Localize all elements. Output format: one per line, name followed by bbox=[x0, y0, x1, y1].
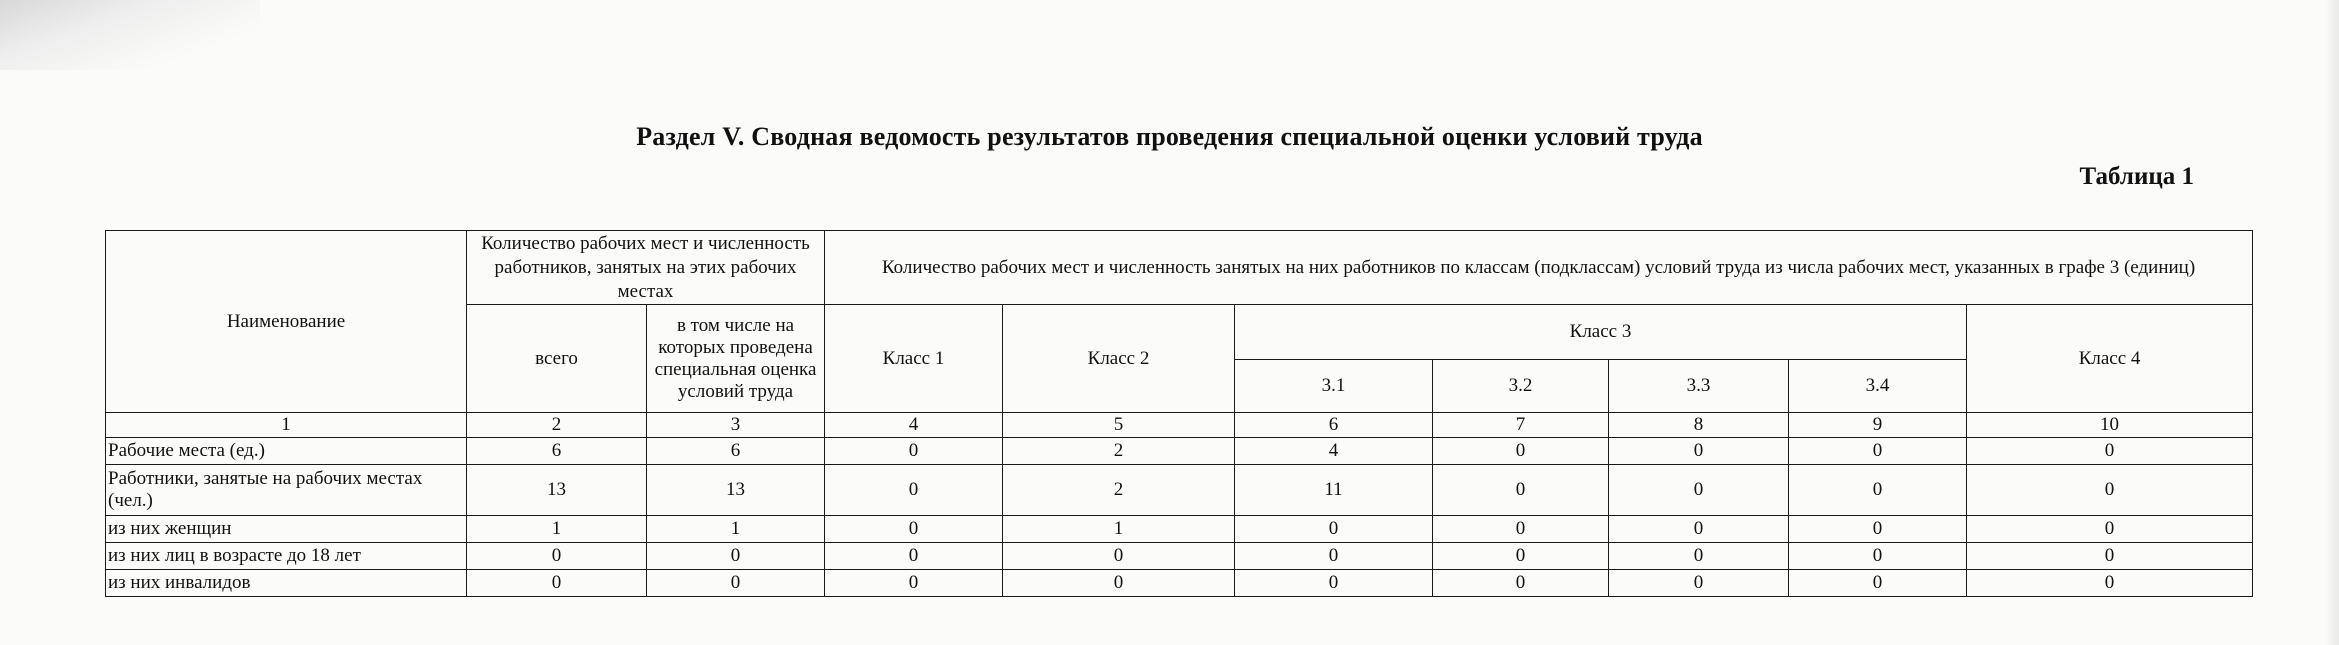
header-assessed: в том числе на которых проведена специальная оценка условий труда bbox=[647, 305, 825, 413]
header-workplaces-group: Количество рабочих мест и численность работников, занятых на этих рабочих местах bbox=[467, 231, 825, 305]
column-number: 4 bbox=[825, 413, 1003, 438]
table-cell: 2 bbox=[1003, 465, 1235, 516]
column-number: 7 bbox=[1433, 413, 1609, 438]
table-cell: 0 bbox=[467, 543, 647, 570]
table-cell: 0 bbox=[1789, 543, 1967, 570]
header-row-1 bbox=[106, 231, 2253, 305]
table-cell: 0 bbox=[825, 570, 1003, 597]
header-class-4: Класс 4 bbox=[1967, 305, 2253, 413]
header-subclass-3-4: 3.4 bbox=[1789, 360, 1967, 413]
column-number-row bbox=[106, 413, 2253, 438]
table-cell: 1 bbox=[467, 516, 647, 543]
table-cell: 0 bbox=[1003, 543, 1235, 570]
column-number: 3 bbox=[647, 413, 825, 438]
table-cell: 4 bbox=[1235, 438, 1433, 465]
header-class-3: Класс 3 bbox=[1235, 305, 1967, 360]
table-cell: 0 bbox=[825, 543, 1003, 570]
column-number: 2 bbox=[467, 413, 647, 438]
table-cell: 0 bbox=[1235, 543, 1433, 570]
table-cell: 0 bbox=[467, 570, 647, 597]
table-cell: 0 bbox=[1433, 570, 1609, 597]
table-label: Таблица 1 bbox=[2079, 163, 2194, 190]
table-cell: 6 bbox=[467, 438, 647, 465]
column-number: 9 bbox=[1789, 413, 1967, 438]
header-class-1: Класс 1 bbox=[825, 305, 1003, 413]
table-cell: 0 bbox=[1967, 543, 2253, 570]
table-row-workplaces bbox=[106, 438, 2253, 465]
table-cell: 0 bbox=[1235, 570, 1433, 597]
table-cell: 0 bbox=[1609, 570, 1789, 597]
table-cell: 0 bbox=[1003, 570, 1235, 597]
table-cell: 11 bbox=[1235, 465, 1433, 516]
table-cell: 0 bbox=[1433, 438, 1609, 465]
header-name: Наименование bbox=[106, 231, 467, 413]
column-number: 10 bbox=[1967, 413, 2253, 438]
column-number: 8 bbox=[1609, 413, 1789, 438]
row-label: из них инвалидов bbox=[106, 570, 467, 597]
table-cell: 0 bbox=[647, 570, 825, 597]
row-label: из них лиц в возрасте до 18 лет bbox=[106, 543, 467, 570]
table-row-employees bbox=[106, 465, 2253, 516]
table-cell: 6 bbox=[647, 438, 825, 465]
table-cell: 13 bbox=[647, 465, 825, 516]
header-total: всего bbox=[467, 305, 647, 413]
column-number: 6 bbox=[1235, 413, 1433, 438]
table-cell: 13 bbox=[467, 465, 647, 516]
row-label: Рабочие места (ед.) bbox=[106, 438, 467, 465]
table-cell: 1 bbox=[647, 516, 825, 543]
section-title: Раздел V. Сводная ведомость результатов проведения специальной оценки условий труда bbox=[636, 122, 1703, 151]
table-cell: 0 bbox=[1967, 516, 2253, 543]
table-cell: 0 bbox=[647, 543, 825, 570]
table-row-women bbox=[106, 516, 2253, 543]
table-row-minors bbox=[106, 543, 2253, 570]
header-subclass-3-1: 3.1 bbox=[1235, 360, 1433, 413]
table-cell: 2 bbox=[1003, 438, 1235, 465]
table-cell: 0 bbox=[1789, 438, 1967, 465]
table-cell: 0 bbox=[1609, 543, 1789, 570]
row-label: Работники, занятые на рабочих местах (чел.) bbox=[106, 465, 467, 516]
table-row-disabled bbox=[106, 570, 2253, 597]
table-cell: 0 bbox=[1967, 465, 2253, 516]
table-cell: 0 bbox=[825, 516, 1003, 543]
table-cell: 1 bbox=[1003, 516, 1235, 543]
table-cell: 0 bbox=[1789, 516, 1967, 543]
table-cell: 0 bbox=[1433, 516, 1609, 543]
table-cell: 0 bbox=[1967, 438, 2253, 465]
table-cell: 0 bbox=[1609, 465, 1789, 516]
table-cell: 0 bbox=[825, 438, 1003, 465]
table-cell: 0 bbox=[1789, 465, 1967, 516]
table-cell: 0 bbox=[1433, 465, 1609, 516]
scan-shadow bbox=[0, 0, 260, 70]
table-cell: 0 bbox=[1235, 516, 1433, 543]
column-number: 5 bbox=[1003, 413, 1235, 438]
table-cell: 0 bbox=[1433, 543, 1609, 570]
table-cell: 0 bbox=[825, 465, 1003, 516]
scan-edge bbox=[2325, 0, 2339, 645]
column-number: 1 bbox=[106, 413, 467, 438]
header-subclass-3-3: 3.3 bbox=[1609, 360, 1789, 413]
header-classes-group: Количество рабочих мест и численность занятых на них работников по классам (подклассам) условий труда из числа рабочих мест, указанных в графе 3 (единиц) bbox=[825, 231, 2253, 305]
table-cell: 0 bbox=[1609, 516, 1789, 543]
header-subclass-3-2: 3.2 bbox=[1433, 360, 1609, 413]
table-cell: 0 bbox=[1789, 570, 1967, 597]
header-class-2: Класс 2 bbox=[1003, 305, 1235, 413]
row-label: из них женщин bbox=[106, 516, 467, 543]
summary-table bbox=[105, 230, 2253, 597]
table-cell: 0 bbox=[1967, 570, 2253, 597]
table-cell: 0 bbox=[1609, 438, 1789, 465]
